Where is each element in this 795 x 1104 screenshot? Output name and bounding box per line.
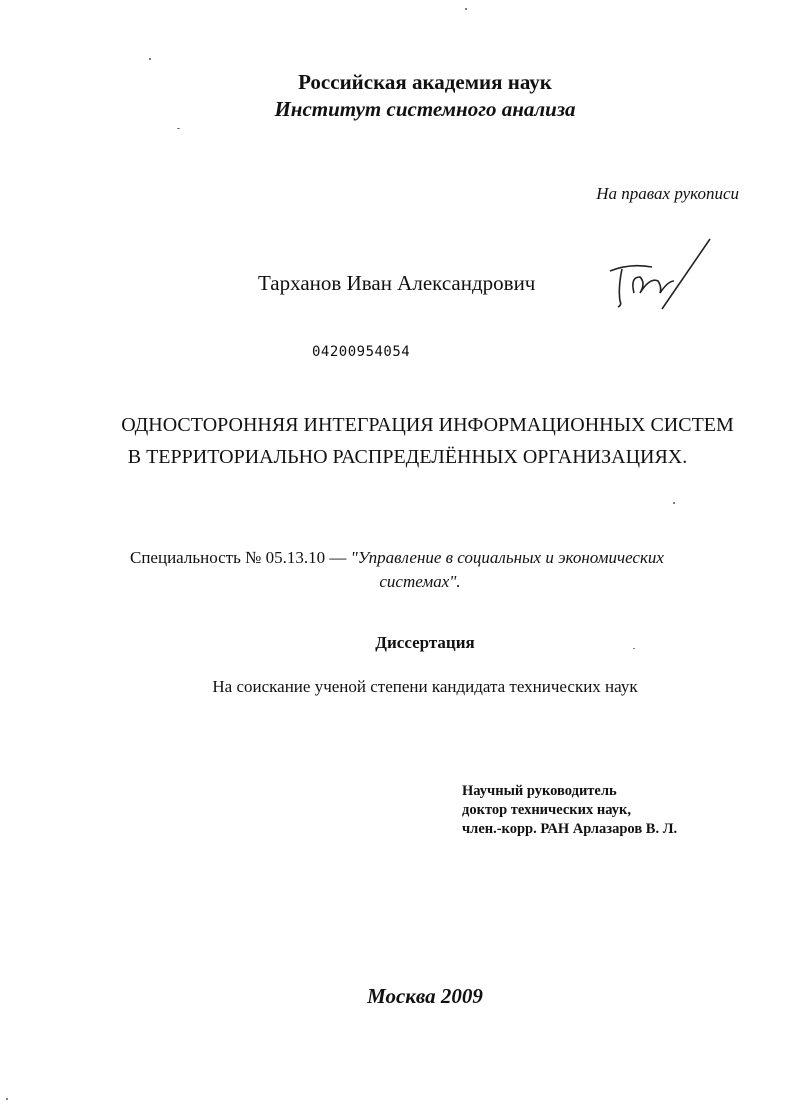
degree-line: На соискание ученой степени кандидата технических наук — [212, 677, 638, 696]
advisor-role: Научный руководитель — [462, 783, 617, 799]
scan-speck — [673, 502, 675, 504]
signature-stroke-3 — [633, 277, 674, 293]
organization-name: Российская академия наук — [298, 70, 552, 94]
city-year: Москва 2009 — [367, 984, 483, 1008]
dissertation-title-line-1: ОДНОСТОРОННЯЯ ИНТЕГРАЦИЯ ИНФОРМАЦИОННЫХ СИСТЕМ — [121, 414, 734, 436]
specialty-prefix: Специальность № 05.13.10 — — [130, 548, 351, 567]
scan-speck — [633, 648, 635, 649]
signature-stroke-4 — [662, 239, 710, 309]
institute-name: Институт системного анализа — [274, 97, 576, 121]
advisor-block — [462, 782, 677, 839]
advisor-name: член.-корр. РАН Арлазаров В. Л. — [462, 821, 678, 837]
rights-note: На правах рукописи — [596, 184, 739, 203]
scan-speck — [465, 8, 467, 10]
specialty-line — [130, 548, 664, 568]
signature-stroke-2 — [618, 269, 622, 307]
document-type: Диссертация — [375, 633, 475, 652]
author-signature — [600, 233, 720, 313]
specialty-name-part-1: "Управление в социальных и экономических — [350, 548, 664, 567]
advisor-degree: доктор технических наук, — [462, 802, 631, 818]
catalog-code: 04200954054 — [312, 344, 411, 360]
specialty-name-part-2: системах". — [379, 572, 461, 591]
scan-speck — [149, 58, 151, 60]
scan-speck — [6, 1098, 8, 1100]
scan-speck — [177, 128, 180, 129]
signature-stroke-1 — [610, 266, 652, 271]
dissertation-title-line-2: В ТЕРРИТОРИАЛЬНО РАСПРЕДЕЛЁННЫХ ОРГАНИЗАЦИЯХ. — [127, 446, 688, 468]
author-name: Тарханов Иван Александрович — [258, 271, 536, 295]
